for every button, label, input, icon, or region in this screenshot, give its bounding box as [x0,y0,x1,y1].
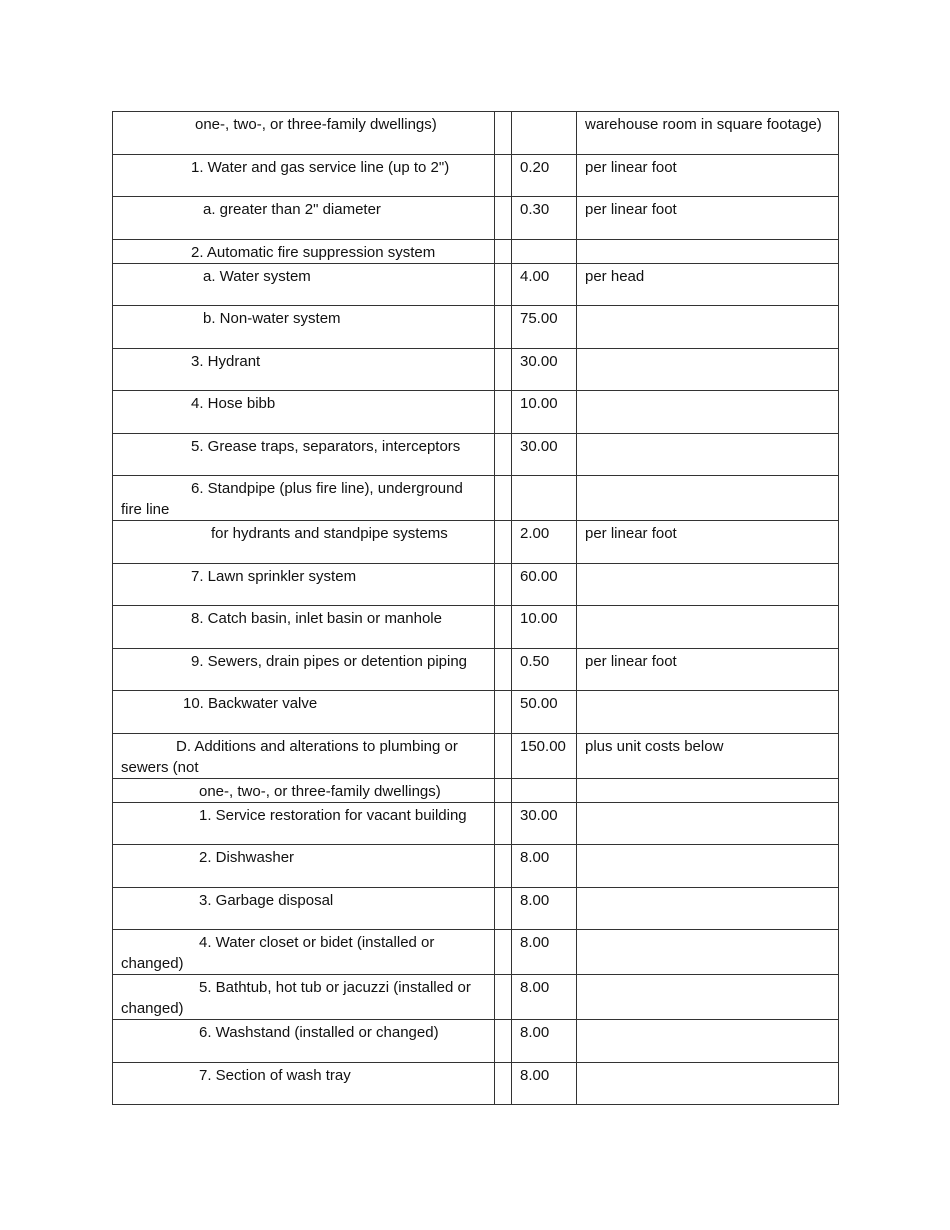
row-amount: 10.00 [512,606,577,649]
row-note: per head [577,263,839,306]
row-blank-cell [495,391,512,434]
table-row [113,433,839,476]
row-description: 1. Water and gas service line (up to 2") [113,154,495,197]
row-amount: 8.00 [512,1020,577,1063]
row-description: 6. Washstand (installed or changed) [113,1020,495,1063]
row-note [577,433,839,476]
row-amount [512,239,577,263]
table-row [113,802,839,845]
row-blank-cell [495,930,512,975]
row-blank-cell [495,802,512,845]
row-amount: 30.00 [512,433,577,476]
row-amount: 0.30 [512,197,577,240]
row-amount: 8.00 [512,930,577,975]
table-row [113,606,839,649]
row-blank-cell [495,433,512,476]
table-row [113,263,839,306]
table-row [113,733,839,778]
row-blank-cell [495,648,512,691]
row-description: 5. Bathtub, hot tub or jacuzzi (installed or changed) [113,975,495,1020]
row-amount: 30.00 [512,802,577,845]
row-note [577,1062,839,1105]
table-row [113,521,839,564]
row-blank-cell [495,606,512,649]
row-note [577,476,839,521]
row-description: a. Water system [113,263,495,306]
row-description: 2. Dishwasher [113,845,495,888]
row-note: per linear foot [577,648,839,691]
table-row [113,306,839,349]
table-row [113,648,839,691]
row-note: per linear foot [577,197,839,240]
row-blank-cell [495,975,512,1020]
row-note [577,1020,839,1063]
table-row [113,197,839,240]
row-description: one-, two-, or three-family dwellings) [113,778,495,802]
row-amount: 10.00 [512,391,577,434]
row-description: 1. Service restoration for vacant building [113,802,495,845]
table-row [113,391,839,434]
fee-table-body [113,112,839,1105]
row-amount [512,112,577,155]
row-description: 2. Automatic fire suppression system [113,239,495,263]
row-note [577,563,839,606]
table-row [113,975,839,1020]
row-description: one-, two-, or three-family dwellings) [113,112,495,155]
row-note [577,606,839,649]
row-note [577,845,839,888]
row-amount: 4.00 [512,263,577,306]
table-row [113,778,839,802]
row-amount: 50.00 [512,691,577,734]
row-amount: 0.20 [512,154,577,197]
row-description: 4. Water closet or bidet (installed or changed) [113,930,495,975]
row-amount: 30.00 [512,348,577,391]
row-blank-cell [495,778,512,802]
table-row [113,845,839,888]
row-note [577,239,839,263]
row-note: per linear foot [577,521,839,564]
row-note [577,306,839,349]
row-note [577,802,839,845]
row-blank-cell [495,476,512,521]
row-amount: 8.00 [512,887,577,930]
row-blank-cell [495,239,512,263]
row-amount [512,778,577,802]
row-amount: 75.00 [512,306,577,349]
row-note [577,778,839,802]
row-blank-cell [495,348,512,391]
row-description: 3. Hydrant [113,348,495,391]
row-description: 9. Sewers, drain pipes or detention piping [113,648,495,691]
row-note [577,348,839,391]
table-row [113,930,839,975]
row-blank-cell [495,263,512,306]
row-blank-cell [495,154,512,197]
table-row [113,476,839,521]
row-amount: 8.00 [512,1062,577,1105]
table-row [113,112,839,155]
row-note [577,691,839,734]
table-row [113,1020,839,1063]
row-amount: 2.00 [512,521,577,564]
row-blank-cell [495,306,512,349]
row-description: for hydrants and standpipe systems [113,521,495,564]
row-blank-cell [495,521,512,564]
row-amount [512,476,577,521]
table-row [113,239,839,263]
row-blank-cell [495,1062,512,1105]
row-blank-cell [495,563,512,606]
row-note: warehouse room in square footage) [577,112,839,155]
table-row [113,1062,839,1105]
row-blank-cell [495,1020,512,1063]
row-description: 7. Lawn sprinkler system [113,563,495,606]
row-blank-cell [495,733,512,778]
row-description: 6. Standpipe (plus fire line), underground fire line [113,476,495,521]
row-blank-cell [495,845,512,888]
row-blank-cell [495,197,512,240]
row-note [577,887,839,930]
row-note [577,391,839,434]
row-description: 7. Section of wash tray [113,1062,495,1105]
row-description: 8. Catch basin, inlet basin or manhole [113,606,495,649]
row-amount: 8.00 [512,845,577,888]
fee-schedule-table [112,111,839,1105]
row-blank-cell [495,112,512,155]
row-description: a. greater than 2" diameter [113,197,495,240]
table-row [113,691,839,734]
table-row [113,887,839,930]
row-description: 4. Hose bibb [113,391,495,434]
row-description: D. Additions and alterations to plumbing or sewers (not [113,733,495,778]
row-note [577,975,839,1020]
row-amount: 150.00 [512,733,577,778]
row-blank-cell [495,691,512,734]
table-row [113,348,839,391]
row-note [577,930,839,975]
row-note: plus unit costs below [577,733,839,778]
row-amount: 60.00 [512,563,577,606]
row-amount: 0.50 [512,648,577,691]
row-description: 5. Grease traps, separators, interceptors [113,433,495,476]
row-amount: 8.00 [512,975,577,1020]
table-row [113,563,839,606]
row-blank-cell [495,887,512,930]
row-note: per linear foot [577,154,839,197]
table-row [113,154,839,197]
row-description: 10. Backwater valve [113,691,495,734]
row-description: b. Non-water system [113,306,495,349]
row-description: 3. Garbage disposal [113,887,495,930]
